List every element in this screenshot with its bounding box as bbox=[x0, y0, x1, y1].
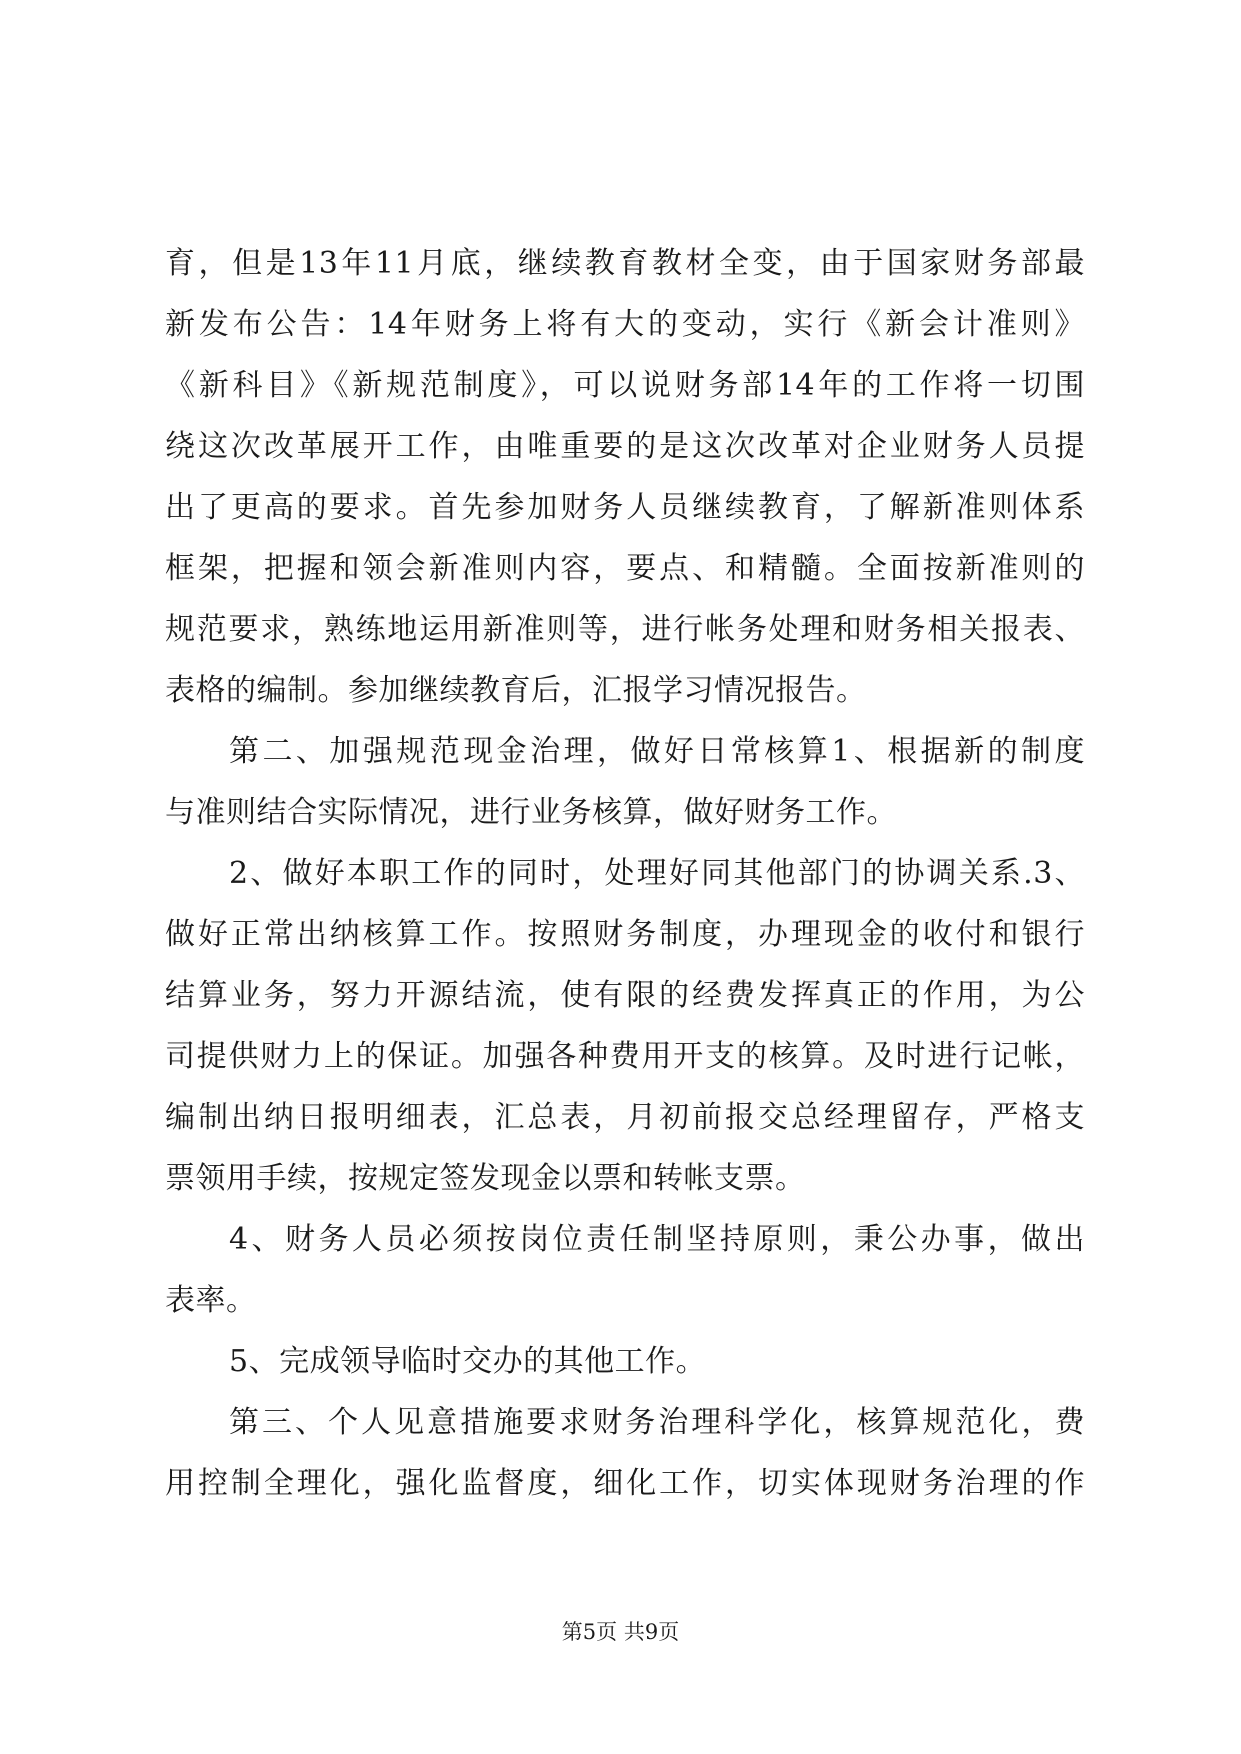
text-line: 第二、加强规范现金治理，做好日常核算1、根据新的制度 bbox=[229, 734, 1085, 769]
text-line: 规范要求，熟练地运用新准则等，进行帐务处理和财务相关报表、 bbox=[165, 612, 1085, 647]
text-line: 育，但是13年11月底，继续教育教材全变，由于国家财务部最 bbox=[165, 246, 1085, 281]
text-line: 与准则结合实际情况，进行业务核算，做好财务工作。 bbox=[165, 795, 897, 830]
text-line: 出了更高的要求。首先参加财务人员继续教育，了解新准则体系 bbox=[165, 490, 1085, 525]
text-line: 框架，把握和领会新准则内容，要点、和精髓。全面按新准则的 bbox=[165, 551, 1085, 586]
text-line: 用控制全理化，强化监督度，细化工作，切实体现财务治理的作 bbox=[165, 1466, 1085, 1501]
text-line: 做好正常出纳核算工作。按照财务制度，办理现金的收付和银行 bbox=[165, 917, 1085, 952]
page-footer: 第5页 共9页 bbox=[561, 1620, 680, 1644]
text-line: 编制出纳日报明细表，汇总表，月初前报交总经理留存，严格支 bbox=[165, 1100, 1085, 1135]
text-line: 《新科目》《新规范制度》，可以说财务部14年的工作将一切围 bbox=[165, 368, 1085, 403]
text-line: 5、完成领导临时交办的其他工作。 bbox=[229, 1344, 707, 1379]
text-line: 4、财务人员必须按岗位责任制坚持原则，秉公办事，做出 bbox=[229, 1222, 1085, 1257]
text-line: 2、做好本职工作的同时，处理好同其他部门的协调关系.3、 bbox=[229, 856, 1085, 891]
text-line: 新发布公告：14年财务上将有大的变动，实行《新会计准则》 bbox=[165, 307, 1085, 342]
body-text bbox=[165, 233, 1085, 1514]
text-line: 第三、个人见意措施要求财务治理科学化，核算规范化，费 bbox=[229, 1405, 1085, 1440]
text-line: 表率。 bbox=[165, 1283, 257, 1318]
text-line: 司提供财力上的保证。加强各种费用开支的核算。及时进行记帐， bbox=[165, 1039, 1085, 1074]
text-line: 结算业务，努力开源结流，使有限的经费发挥真正的作用，为公 bbox=[165, 978, 1085, 1013]
text-line: 绕这次改革展开工作，由唯重要的是这次改革对企业财务人员提 bbox=[165, 429, 1085, 464]
text-line: 表格的编制。参加继续教育后，汇报学习情况报告。 bbox=[165, 673, 867, 708]
text-line: 票领用手续，按规定签发现金以票和转帐支票。 bbox=[165, 1161, 806, 1196]
